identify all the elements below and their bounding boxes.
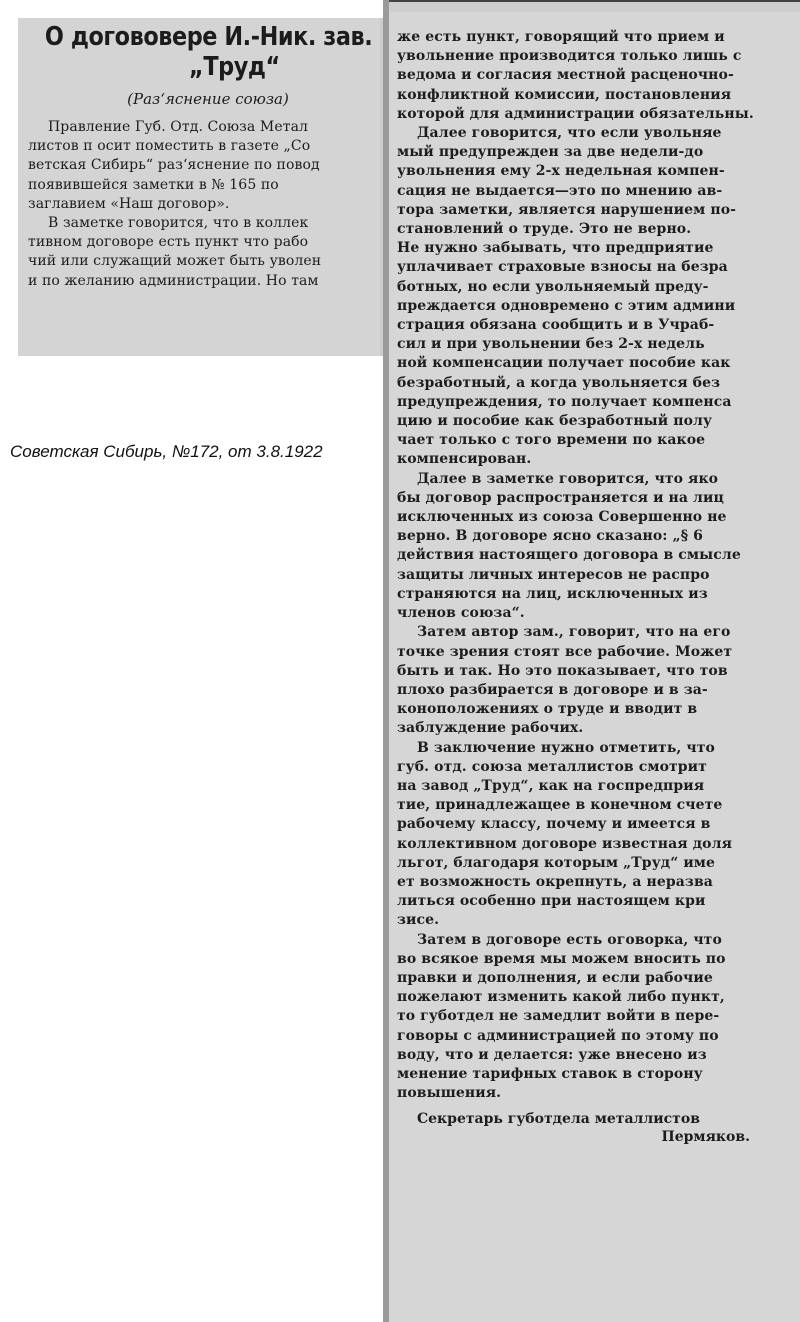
paragraph-1: Правление Губ. Отд. Союза Метал листов п осит поместить в газете „Со ветская Сибирь“ раз‘яснение по повод появившейся заметки в № 165 по заглавием «Наш договор». — [28, 119, 320, 212]
paragraph-4: Далее говорится, что если увольняе мый предупрежден за две недели-до увольнения ему 2-х недельная компен- сация не выдается—это по мнению ав- тора заметки, является нарушением по- становлений о труде. Это не верно. Не нужно забывать, что предприятие уплачивает страховые взносы на безра ботных, но если увольняемый преду- преждается одновремено с этим админи страция обязана сообщить и в Учраб- сил и при увольнении без 2-х недель ной компенсации получает пособие как безработный, а когда увольняется без предупреждения, то получает компенса цию и пособие как безработный полу чает только с того времени по какое компенсирован. — [397, 125, 737, 468]
source-caption: Советская Сибирь, №172, от 3.8.1922 — [10, 442, 323, 461]
article-subhead: (Раз‘яснение союза) — [127, 90, 289, 108]
article-clipping-left — [18, 18, 390, 356]
paragraph-6: Затем автор зам., говорит, что на его точке зрения стоят все рабочие. Может быть и так. Но это показывает, что тов плохо разбирается в договоре и в за- коноположениях о труде и вводит в заблуждение рабочих. — [397, 624, 733, 737]
paragraph-3: же есть пункт, говорящий что прием и увольнение производится только лишь с ведома и согласия местной расценочно- конфликтной комиссии, постановления которой для администрации обязательны. — [397, 29, 754, 122]
headline-line-2: „Труд“ — [189, 52, 280, 82]
paragraph-2: В заметке говорится, что в коллек тивном договоре есть пункт что рабо чий или служащий может быть уволен и по желанию администрации. Но там — [28, 215, 322, 289]
signature-name: Пермяков. — [661, 1129, 750, 1146]
article-clipping-right — [383, 0, 800, 1322]
signature-title: Секретарь губотдела металлистов — [417, 1111, 700, 1128]
paragraph-5: Далее в заметке говорится, что яко бы договор распространяется и на лиц исключенных из союза Совершенно не верно. В договоре ясно сказано: „§ 6 действия настоящего договора в смысле защиты личных интересов не распро страняются на лиц, исключенных из членов союза“. — [397, 470, 741, 622]
headline-line-1: О догововерe И.-Ник. зав. — [44, 22, 373, 52]
paragraph-8: Затем в договоре есть оговорка, что во всякое время мы можем вносить по правки и дополнения, и если рабочие пожелают изменить какой либо пункт, то губотдел не замедлит войти в пере- говоры с администрацией по этому по воду, что и делается: уже внесено из менение тарифных ставок в сторону повышения. — [397, 931, 726, 1102]
paragraph-7: В заключение нужно отметить, что губ. отд. союза металлистов смотрит на завод „Труд“, как на госпредприя тие, принадлежащее в конечном счете рабочему классу, почему и имеется в коллективном договоре известная доля льгот, благодаря которым „Труд“ име ет возможность окрепнуть, а неразва литься особенно при настоящем кри зисе. — [397, 739, 733, 929]
article-headline — [28, 22, 389, 82]
